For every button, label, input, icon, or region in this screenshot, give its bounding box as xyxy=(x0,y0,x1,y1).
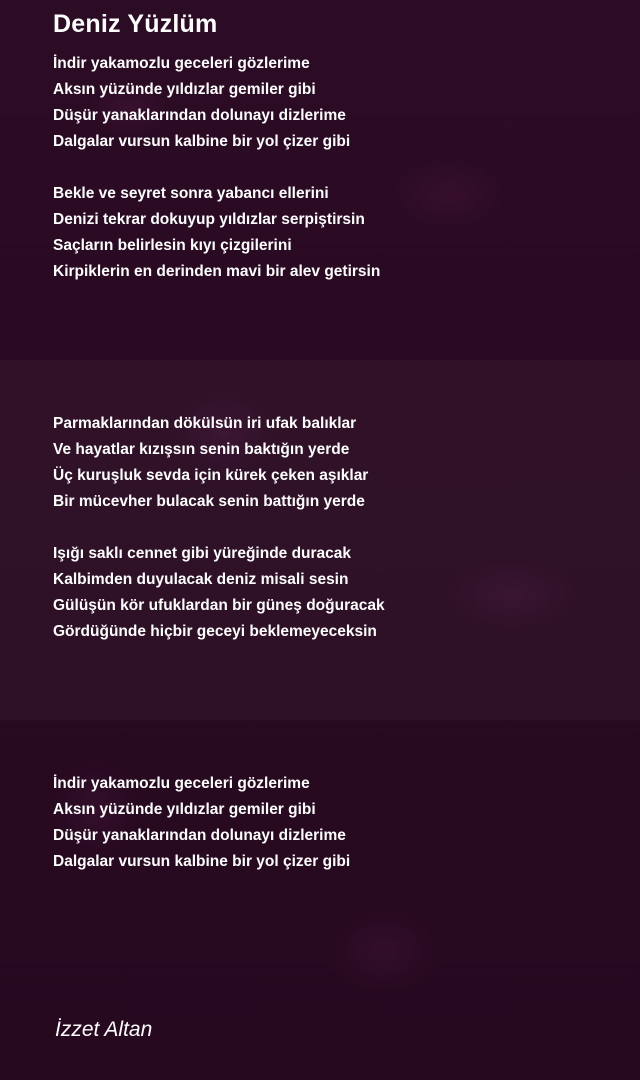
poem-line: Kirpiklerin en derinden mavi bir alev getirsin xyxy=(53,263,381,280)
poem-line: Saçların belirlesin kıyı çizgilerini xyxy=(53,237,292,254)
poem-line: Ve hayatlar kızışsın senin baktığın yerde xyxy=(53,441,350,458)
poem-line: Aksın yüzünde yıldızlar gemiler gibi xyxy=(53,81,316,98)
poem-line: Dalgalar vursun kalbine bir yol çizer gibi xyxy=(53,853,351,870)
poem-line: Işığı saklı cennet gibi yüreğinde duracak xyxy=(53,545,352,562)
stanza-1 xyxy=(53,51,350,155)
poem-line: Gördüğünde hiçbir geceyi beklemeyeceksin xyxy=(53,623,377,640)
stanza-4 xyxy=(53,541,385,645)
poem-line: Kalbimden duyulacak deniz misali sesin xyxy=(53,571,349,588)
stanza-3 xyxy=(53,411,368,515)
poem-line: İndir yakamozlu geceleri gözlerime xyxy=(53,55,310,72)
poem-line: Dalgalar vursun kalbine bir yol çizer gibi xyxy=(53,133,351,150)
poem-line: Üç kuruşluk sevda için kürek çeken aşıklar xyxy=(53,467,369,484)
poem-line: Parmaklarından dökülsün iri ufak balıklar xyxy=(53,415,357,432)
poem-line: Bir mücevher bulacak senin battığın yerde xyxy=(53,493,365,510)
poem-line: Denizi tekrar dokuyup yıldızlar serpiştirsin xyxy=(53,211,365,228)
poem-author: İzzet Altan xyxy=(55,1018,153,1041)
stanza-2 xyxy=(53,181,380,285)
poem-line: İndir yakamozlu geceleri gözlerime xyxy=(53,775,310,792)
poem-line: Düşür yanaklarından dolunayı dizlerime xyxy=(53,107,346,124)
poem-line: Gülüşün kör ufuklardan bir güneş doğuracak xyxy=(53,597,385,614)
poem-line: Düşür yanaklarından dolunayı dizlerime xyxy=(53,827,346,844)
poem-title: Deniz Yüzlüm xyxy=(53,10,218,38)
poem-line: Aksın yüzünde yıldızlar gemiler gibi xyxy=(53,801,316,818)
poem-line: Bekle ve seyret sonra yabancı ellerini xyxy=(53,185,329,202)
stanza-5 xyxy=(53,771,350,875)
